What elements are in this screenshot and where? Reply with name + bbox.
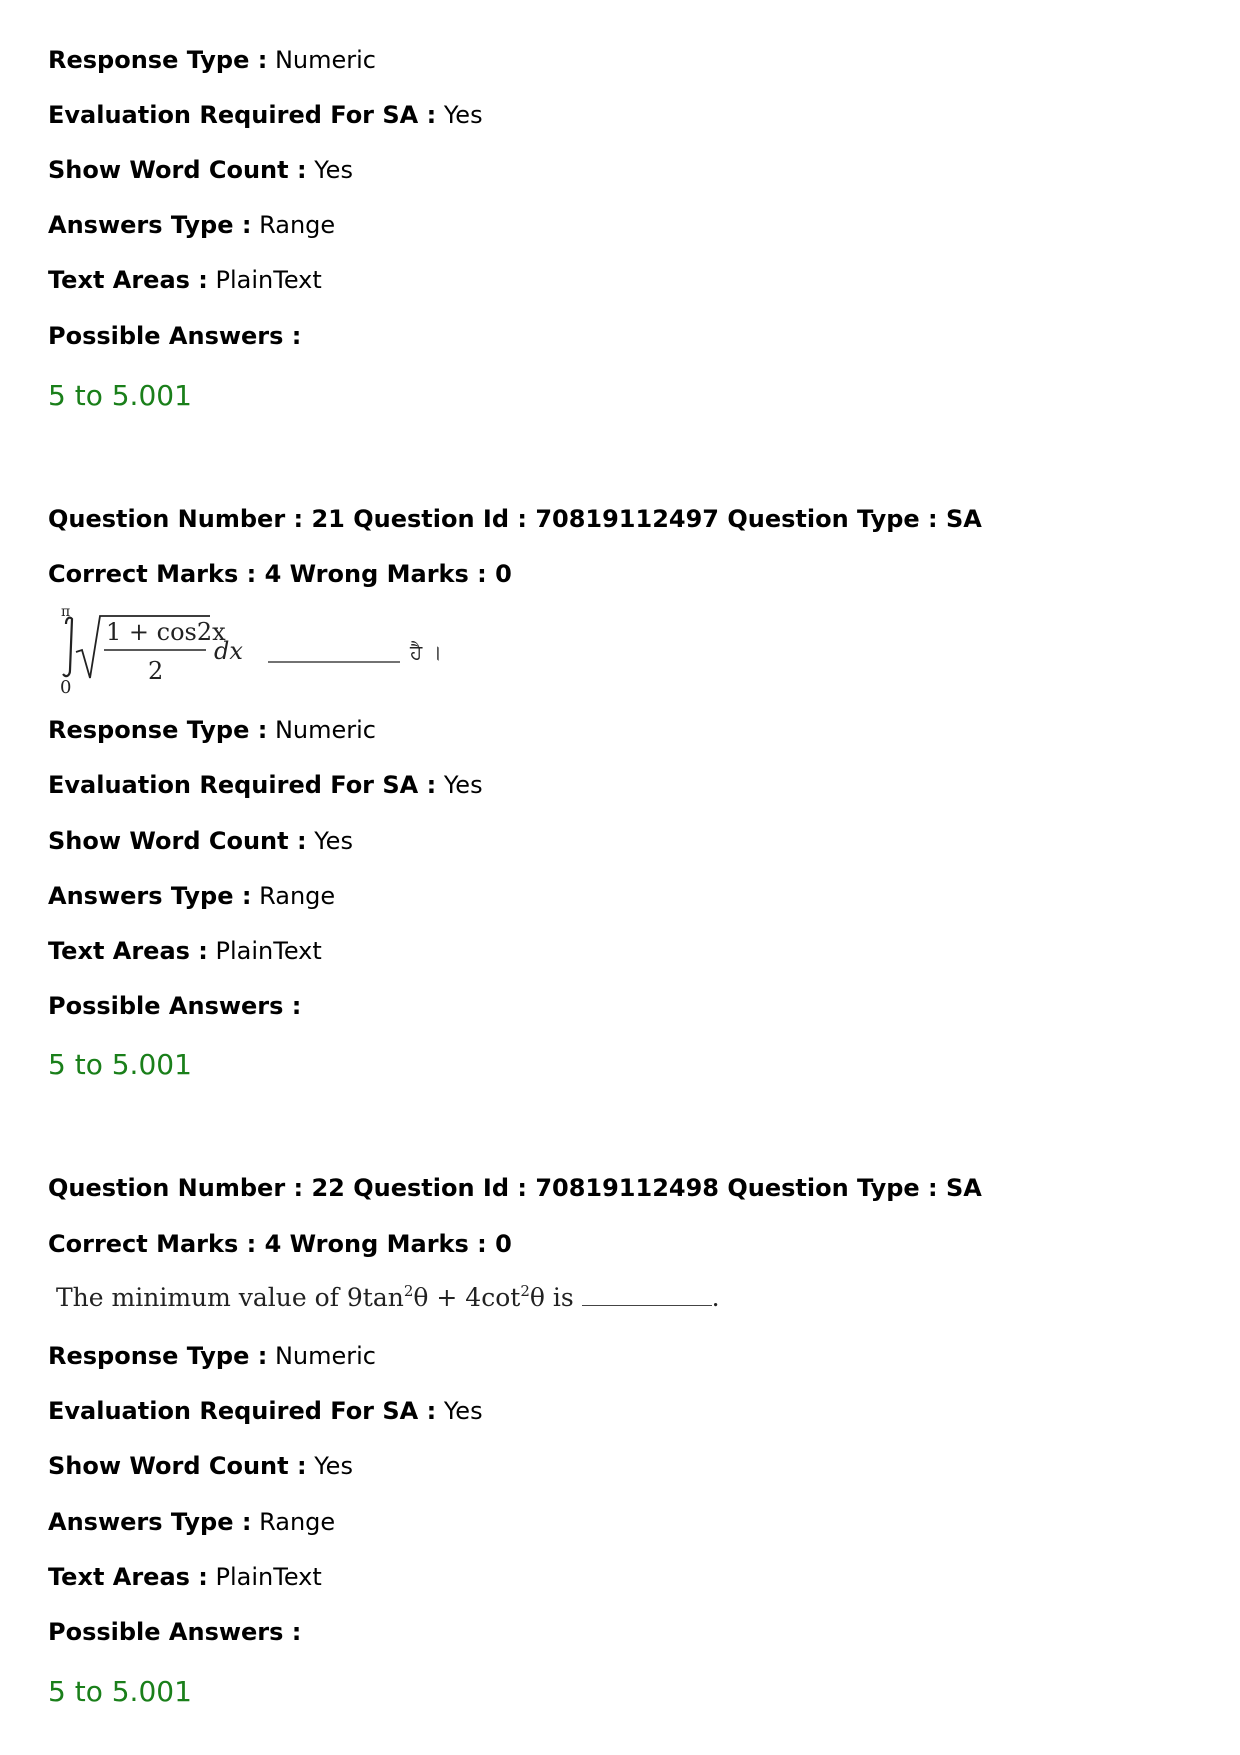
question-header: Question Number : 21 Question Id : 70819112497 Question Type : SA <box>48 505 982 533</box>
field-value: Yes <box>314 827 353 855</box>
possible-answers-row <box>48 1616 301 1648</box>
question-marks: Correct Marks : 4 Wrong Marks : 0 <box>48 560 512 588</box>
question-text-end: . <box>711 1283 720 1312</box>
field-label: Answers Type : <box>48 1508 252 1536</box>
field-value: Yes <box>314 156 353 184</box>
field-value: Yes <box>443 101 483 129</box>
question-text-mid: θ + 4cot <box>413 1283 521 1312</box>
question-22-text <box>56 1282 720 1314</box>
field-label: Text Areas : <box>48 1563 208 1591</box>
answers-type-row <box>48 209 335 241</box>
integral-formula <box>50 600 510 700</box>
question-marks: Correct Marks : 4 Wrong Marks : 0 <box>48 1230 512 1258</box>
field-value: Yes <box>314 1452 353 1480</box>
field-label: Answers Type : <box>48 211 252 239</box>
exponent: 2 <box>520 1282 530 1300</box>
field-value: Range <box>259 1508 336 1536</box>
numerator: 1 + cos2x <box>106 618 226 646</box>
field-label: Response Type : <box>48 716 268 744</box>
possible-answers-row <box>48 320 301 352</box>
field-label: Show Word Count : <box>48 827 307 855</box>
field-label: Text Areas : <box>48 266 208 294</box>
text-areas-row <box>48 935 322 967</box>
possible-answer-value: 5 to 5.001 <box>48 1048 192 1081</box>
upper-limit: π <box>61 604 71 620</box>
question-header: Question Number : 22 Question Id : 70819112498 Question Type : SA <box>48 1174 982 1202</box>
field-label: Show Word Count : <box>48 156 307 184</box>
field-value: Range <box>259 211 336 239</box>
field-value: PlainText <box>215 1563 322 1591</box>
field-value: PlainText <box>215 937 322 965</box>
question-21-formula <box>50 600 510 700</box>
denominator: 2 <box>148 657 164 685</box>
response-type-row <box>48 44 376 76</box>
field-label: Possible Answers : <box>48 322 302 350</box>
integral-sign <box>63 618 72 676</box>
differential: dx <box>214 637 243 665</box>
field-value: Yes <box>443 1397 483 1425</box>
text-areas-row <box>48 264 322 296</box>
possible-answer-value: 5 to 5.001 <box>48 379 192 412</box>
field-value: Numeric <box>274 716 376 744</box>
field-label: Response Type : <box>48 1342 268 1370</box>
response-type-row <box>48 1340 376 1372</box>
possible-answers-row <box>48 990 301 1022</box>
response-type-row <box>48 714 376 746</box>
field-label: Response Type : <box>48 46 268 74</box>
field-value: Range <box>259 882 336 910</box>
exponent: 2 <box>403 1282 414 1300</box>
field-value: Numeric <box>274 1342 376 1370</box>
field-label: Evaluation Required For SA : <box>48 771 437 799</box>
field-label: Evaluation Required For SA : <box>48 1397 437 1425</box>
field-value: Numeric <box>274 46 376 74</box>
possible-answer-value: 5 to 5.001 <box>48 1675 192 1708</box>
lower-limit: 0 <box>60 677 72 698</box>
field-label: Evaluation Required For SA : <box>48 101 437 129</box>
question-text-start: The minimum value of 9tan <box>56 1283 404 1312</box>
evaluation-required-row <box>48 99 483 131</box>
answers-type-row <box>48 1506 335 1538</box>
field-value: Yes <box>443 771 483 799</box>
field-label: Possible Answers : <box>48 992 302 1020</box>
field-value: PlainText <box>215 266 322 294</box>
field-label: Possible Answers : <box>48 1618 302 1646</box>
field-label: Text Areas : <box>48 937 208 965</box>
field-label: Show Word Count : <box>48 1452 307 1480</box>
question-text-after: θ is <box>529 1283 574 1312</box>
evaluation-required-row <box>48 1395 483 1427</box>
question-suffix: ਹੈ । <box>410 640 443 664</box>
show-word-count-row <box>48 825 353 857</box>
show-word-count-row <box>48 1450 353 1482</box>
evaluation-required-row <box>48 769 483 801</box>
text-areas-row <box>48 1561 322 1593</box>
answer-blank <box>582 1285 712 1306</box>
show-word-count-row <box>48 154 353 186</box>
field-label: Answers Type : <box>48 882 252 910</box>
answers-type-row <box>48 880 335 912</box>
